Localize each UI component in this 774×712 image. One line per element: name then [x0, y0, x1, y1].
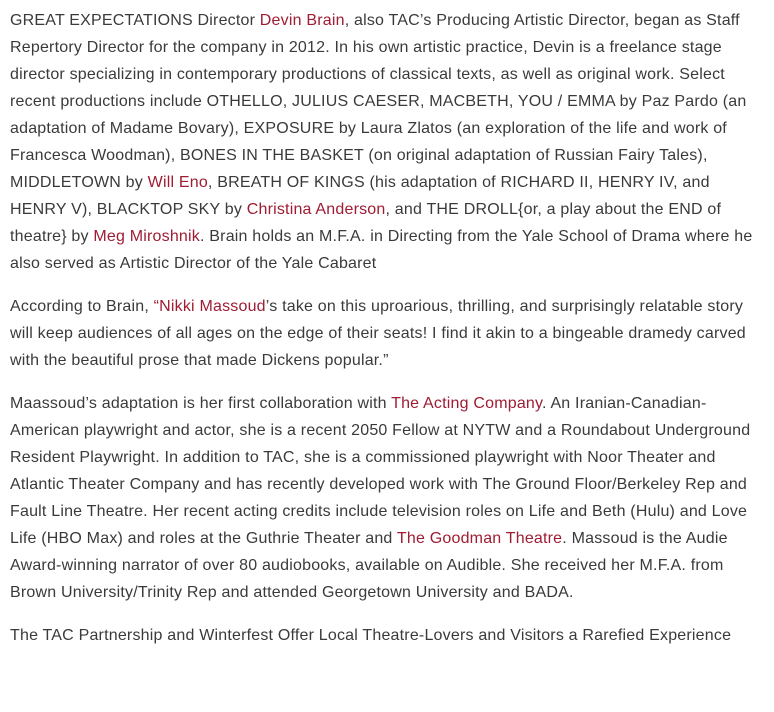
- paragraph: [10, 390, 764, 606]
- paragraph: [10, 293, 764, 374]
- inline-link[interactable]: “Nikki Massoud: [153, 298, 266, 315]
- inline-link[interactable]: The Acting Company: [391, 395, 543, 412]
- text-segment: , and THE DROLL{or, a play about the END of theatre} by: [10, 201, 722, 245]
- text-segment: ’s take on this uproarious, thrilling, and surprisingly relatable story will keep audiences of all ages on the edge of their seats! I find it akin to a bingeable dramedy carved with the beautiful prose that made Dickens popular.”: [10, 298, 746, 369]
- text-segment: . Massoud is the Audie Award-winning narrator of over 80 audiobooks, available on Audible. She received her M.F.A. from Brown University/Trinity Rep and attended Georgetown University and BADA.: [10, 530, 728, 601]
- inline-link[interactable]: Will Eno: [147, 174, 208, 191]
- text-segment: . Brain holds an M.F.A. in Directing from the Yale School of Drama where he also served as Artistic Director of the Yale Cabaret: [10, 228, 753, 272]
- paragraph: [10, 622, 764, 649]
- inline-link[interactable]: Meg Miroshnik: [93, 228, 200, 245]
- text-segment: According to Brain,: [10, 298, 154, 315]
- text-segment: . An Iranian-Canadian-American playwright and actor, she is a recent 2050 Fellow at NYTW and a Roundabout Underground Resident Playwright. In addition to TAC, she is a commissioned playwright with Noor Theater and Atlantic Theater Company and has recently developed work with The Ground Floor/Berkeley Rep and Fault Line Theatre. Her recent acting credits include television roles on Life and Beth (Hulu) and Love Life (HBO Max) and roles at the Guthrie Theater and: [10, 395, 751, 547]
- text-segment: GREAT EXPECTATIONS Director: [10, 12, 260, 29]
- text-segment: , BREATH OF KINGS (his adaptation of RICHARD II, HENRY IV, and HENRY V), BLACKTOP SKY by: [10, 174, 710, 218]
- inline-link[interactable]: Christina Anderson: [246, 201, 386, 218]
- inline-link[interactable]: The Goodman Theatre: [396, 530, 563, 547]
- paragraph: [10, 7, 764, 277]
- text-segment: The TAC Partnership and Winterfest Offer Local Theatre-Lovers and Visitors a Rarefied Experience: [10, 627, 732, 644]
- text-segment: , also TAC’s Producing Artistic Director, began as Staff Repertory Director for the company in 2012. In his own artistic practice, Devin is a freelance stage director specializing in contemporary productions of classical texts, as well as original work. Select recent productions include OTHELLO, JULIUS CAESER, MACBETH, YOU / EMMA by Paz Pardo (an adaptation of Madame Bovary), EXPOSURE by Laura Zlatos (an exploration of the life and work of Francesca Woodman), BONES IN THE BASKET (on original adaptation of Russian Fairy Tales), MIDDLETOWN by: [10, 12, 747, 191]
- inline-link[interactable]: Devin Brain: [259, 12, 345, 29]
- text-segment: Maassoud’s adaptation is her first collaboration with: [10, 395, 392, 412]
